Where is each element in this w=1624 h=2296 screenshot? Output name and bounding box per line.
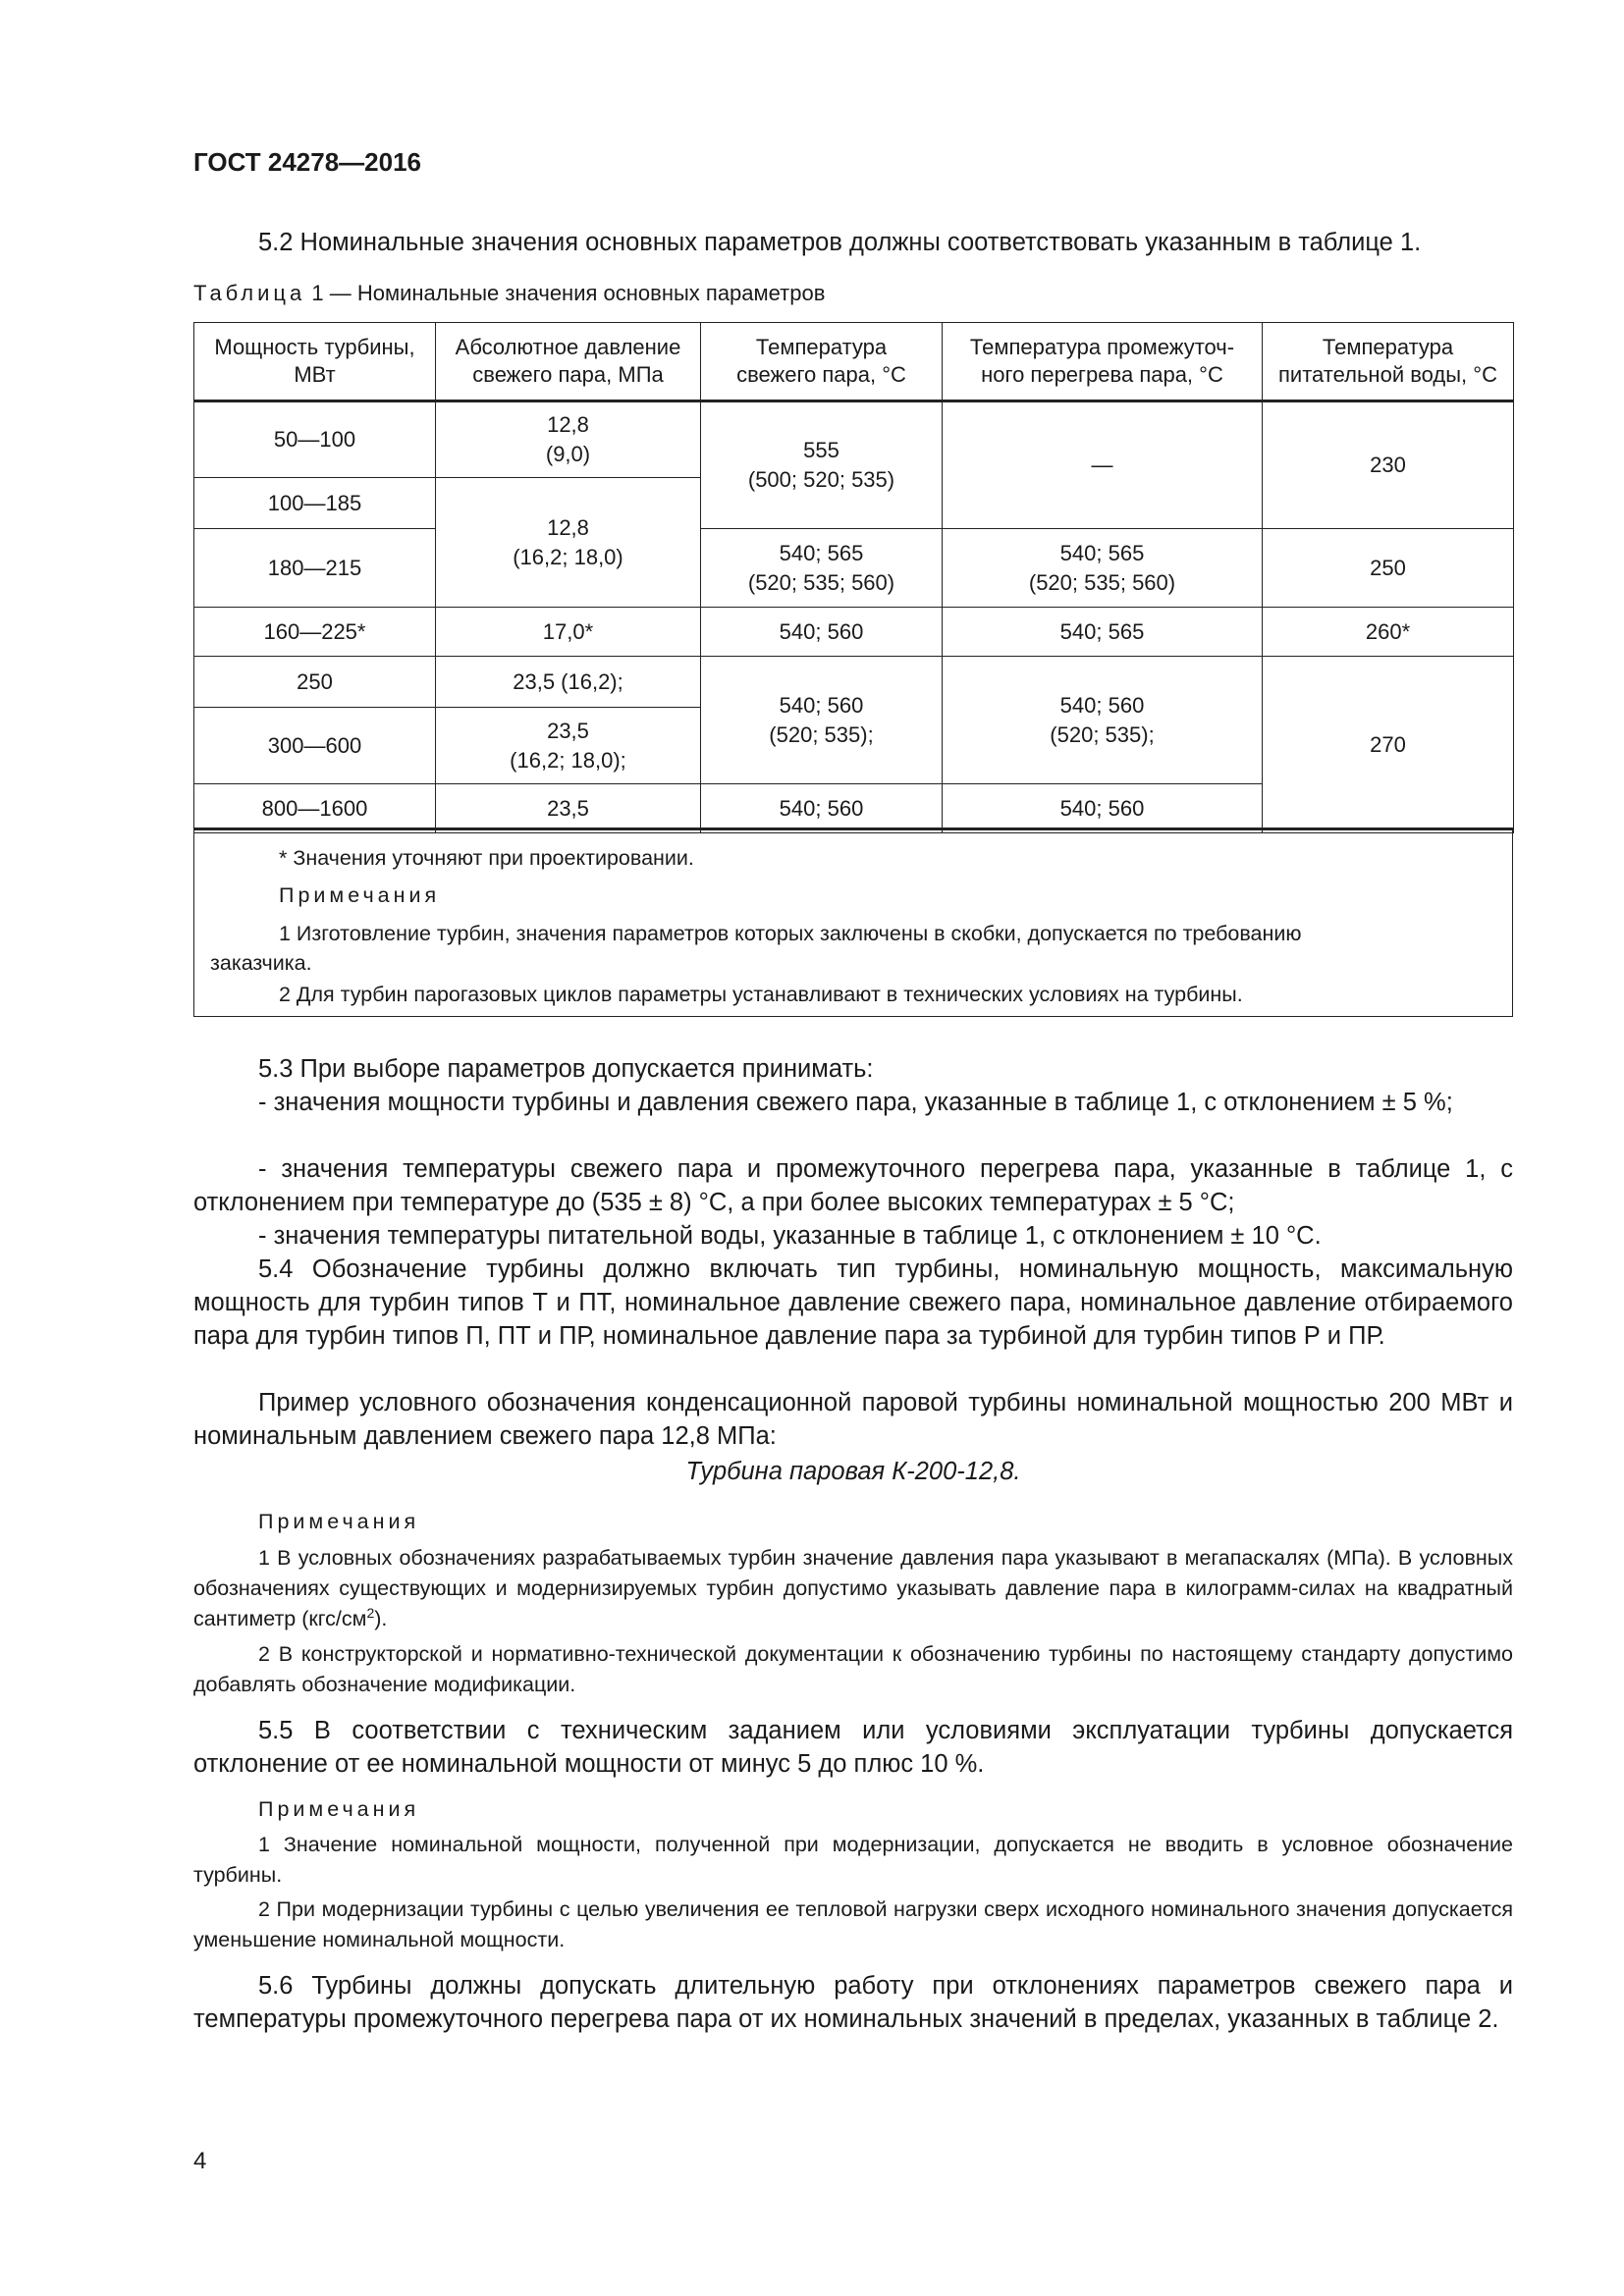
temp-feed-cell: 270: [1263, 657, 1514, 833]
paragraph-5-3-item3: - значения температуры питательной воды, указанные в таблице 1, с отклонением ± 10 °С.: [258, 1222, 1322, 1250]
table-caption: [193, 281, 825, 306]
pressure-cell: 23,5: [436, 784, 701, 833]
temp-fresh-cell: 540; 560: [701, 784, 943, 833]
power-cell: 250: [194, 657, 436, 708]
parameters-table: [193, 322, 1514, 833]
power-cell: 160—225*: [194, 608, 436, 657]
pressure-cell: 17,0*: [436, 608, 701, 657]
example-text: Пример условного обозначения конденсационной паровой турбины номинальной мощностью 200 МВт и номинальным давлением свежего пара 12,8 МПа:: [193, 1389, 1513, 1450]
paragraph-5-3-intro: 5.3 При выборе параметров допускается принимать:: [258, 1055, 874, 1083]
note-1: 1 В условных обозначениях разрабатываемых турбин значение давления пара указывают в мегапаскалях (МПа). В условных обозначениях существующих и модернизируемых турбин допустимо указывать давление пара в килограмм-силах на квадратный сантиметр $(кгс/см^2)$.: [193, 1546, 1513, 1630]
pressure-cell: 12,8 (16,2; 18,0): [436, 478, 701, 608]
page-number: 4: [193, 2148, 207, 2174]
table-row: [194, 401, 1514, 478]
temp-fresh-cell: 540; 565 (520; 535; 560): [701, 529, 943, 608]
note-2: 2 В конструкторской и нормативно-технической документации к обозначению турбины по настоящему стандарту допустимо добавлять обозначение модификации.: [193, 1642, 1513, 1696]
power-cell: 100—185: [194, 478, 436, 529]
temp-fresh-cell: 555 (500; 520; 535): [701, 401, 943, 529]
header-temp-fresh: Температура свежего пара, °С: [701, 323, 943, 401]
header-temp-reheat: Температура промежуточ- ного перегрева пара, °С: [943, 323, 1263, 401]
pressure-cell: 12,8 (9,0): [436, 401, 701, 478]
temp-reheat-cell: 540; 565 (520; 535; 560): [943, 529, 1263, 608]
table-caption-label: Таблица: [193, 281, 306, 305]
header-pressure: Абсолютное давление свежего пара, МПа: [436, 323, 701, 401]
table-row: [194, 657, 1514, 708]
table-note-2: 2 Для турбин парогазовых циклов параметры устанавливают в технических условиях на турбины.: [279, 983, 1243, 1006]
paragraph-5-3-item2: - значения температуры свежего пара и промежуточного перегрева пара, указанные в таблице 1, с отклонением при температуре до (535 ± 8) °С, а при более высоких температурах ± 5 °С;: [193, 1155, 1513, 1216]
table-row: [194, 529, 1514, 608]
temp-fresh-cell: 540; 560: [701, 608, 943, 657]
pressure-cell: 23,5 (16,2);: [436, 657, 701, 708]
note-1: 1 Значение номинальной мощности, полученной при модернизации, допускается не вводить в условное обозначение турбины.: [193, 1833, 1513, 1887]
temp-reheat-cell: —: [943, 401, 1263, 529]
table-note-1-line2: заказчика.: [210, 951, 312, 975]
power-cell: 300—600: [194, 708, 436, 784]
temp-feed-cell: 230: [1263, 401, 1514, 529]
table-note-1-line1: 1 Изготовление турбин, значения параметров которых заключены в скобки, допускается по требованию: [279, 922, 1302, 945]
pressure-cell: 23,5 (16,2; 18,0);: [436, 708, 701, 784]
document-header: ГОСТ 24278—2016: [193, 147, 421, 177]
notes-title: Примечания: [258, 1797, 420, 1821]
temp-reheat-cell: 540; 565: [943, 608, 1263, 657]
table-notes-title: Примечания: [279, 883, 441, 907]
power-cell: 180—215: [194, 529, 436, 608]
table-caption-text: 1 — Номинальные значения основных параметров: [305, 281, 826, 305]
example-designation: Турбина паровая К-200-12,8.: [685, 1458, 1021, 1485]
paragraph-5-3-item1: - значения мощности турбины и давления свежего пара, указанные в таблице 1, с отклонением ± 5 %;: [258, 1089, 1453, 1116]
table-asterisk-note: * Значения уточняют при проектировании.: [279, 846, 694, 870]
table-header-row: [194, 323, 1514, 401]
temp-feed-cell: 260*: [1263, 608, 1514, 657]
temp-reheat-cell: 540; 560: [943, 784, 1263, 833]
temp-fresh-cell: 540; 560 (520; 535);: [701, 657, 943, 784]
paragraph-5-4: 5.4 Обозначение турбины должно включать тип турбины, номинальную мощность, максимальную мощность для турбин типов Т и ПТ, номинальное давление свежего пара, номинальное давление отбираемого пара для турбин типов П, ПТ и ПР, номинальное давление пара за турбиной для турбин типов Р и ПР.: [193, 1255, 1513, 1350]
header-temp-feed: Температура питательной воды, °С: [1263, 323, 1514, 401]
paragraph-5-5: 5.5 В соответствии с техническим заданием или условиями эксплуатации турбины допускается отклонение от ее номинальной мощности от минус 5 до плюс 10 %.: [193, 1717, 1513, 1778]
table-row: [194, 608, 1514, 657]
table-notes: [193, 828, 1513, 1017]
power-cell: 800—1600: [194, 784, 436, 833]
temp-reheat-cell: 540; 560 (520; 535);: [943, 657, 1263, 784]
header-power: Мощность турбины, МВт: [194, 323, 436, 401]
power-cell: 50—100: [194, 401, 436, 478]
paragraph-5-2: 5.2 Номинальные значения основных параметров должны соответствовать указанным в таблице 1.: [258, 229, 1422, 256]
paragraph-5-6: 5.6 Турбины должны допускать длительную работу при отклонениях параметров свежего пара и температуры промежуточного перегрева пара от их номинальных значений в пределах, указанных в таблице 2.: [193, 1972, 1513, 2033]
note-2: 2 При модернизации турбины с целью увеличения ее тепловой нагрузки сверх исходного номинального значения допускается уменьшение номинальной мощности.: [193, 1897, 1513, 1951]
temp-feed-cell: 250: [1263, 529, 1514, 608]
notes-title: Примечания: [258, 1510, 420, 1533]
